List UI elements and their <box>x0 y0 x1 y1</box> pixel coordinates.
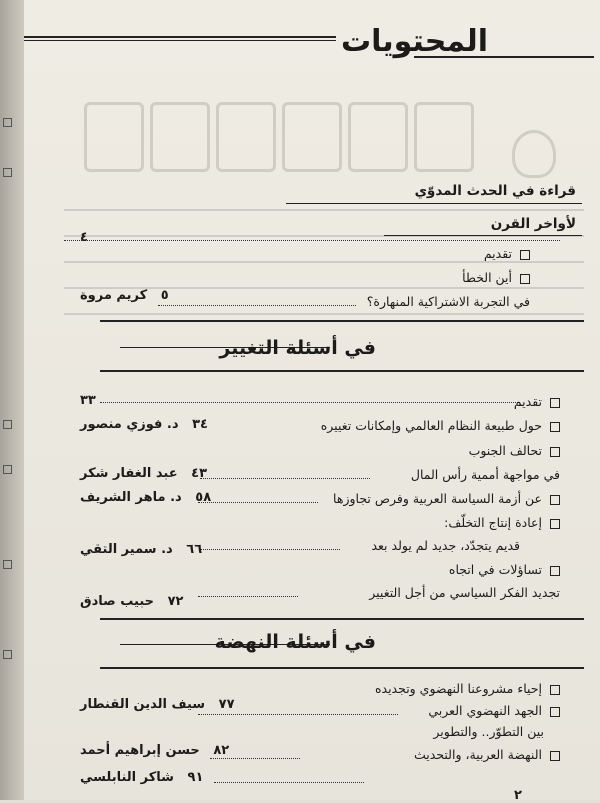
dot-leader <box>214 782 364 783</box>
dot-leader <box>64 240 560 241</box>
checkbox-icon <box>550 495 560 505</box>
section-title: في أسئلة التغيير <box>219 337 376 359</box>
page-number: ٣٣ <box>80 393 96 408</box>
page-number: ٤ <box>80 230 88 245</box>
checkbox-icon <box>550 398 560 408</box>
dot-leader <box>198 502 318 503</box>
toc-entry: أين الخطأ <box>462 270 530 286</box>
title-rule-left <box>24 36 336 38</box>
toc-entry: تجديد الفكر السياسي من أجل التغيير <box>369 585 560 600</box>
checkbox-icon <box>550 707 560 717</box>
section-heading-line2: لأواخر القرن <box>490 216 576 232</box>
toc-entry: عن أزمة السياسة العربية وفرص تجاوزها <box>333 491 560 507</box>
dot-leader <box>200 549 340 550</box>
binding-gutter <box>0 0 24 800</box>
section-title: في أسئلة النهضة <box>214 631 376 653</box>
faded-background-lines <box>64 185 584 339</box>
toc-entry: تساؤلات في اتجاه <box>449 562 560 578</box>
gutter-checkbox-icon <box>3 168 12 177</box>
gutter-checkbox-icon <box>3 560 12 569</box>
author-row: ٩١ شاكر النابلسي <box>80 770 204 785</box>
author-row: ٣٤ د. فوزي منصور <box>80 417 208 432</box>
checkbox-icon <box>550 519 560 529</box>
gutter-checkbox-icon <box>3 420 12 429</box>
section-rule <box>100 320 584 322</box>
toc-entry: في التجربة الاشتراكية المنهارة؟ <box>366 294 530 309</box>
checkbox-icon <box>550 685 560 695</box>
author-row: ٧٢ حبيب صادق <box>80 594 184 609</box>
folio: ٢ <box>514 788 522 803</box>
dot-leader <box>158 305 356 306</box>
title-rule-left-thin <box>24 40 336 41</box>
faded-magazine-logo <box>64 92 494 182</box>
gutter-checkbox-icon <box>3 650 12 659</box>
author-row: ٤٣ عبد الغفار شكر <box>80 466 208 481</box>
section-heading-line1: قراءة في الحدث المدوّي <box>414 183 576 199</box>
dot-leader <box>100 402 520 403</box>
dot-leader <box>198 714 398 715</box>
checkbox-icon <box>520 274 530 284</box>
checkbox-icon <box>550 447 560 457</box>
toc-entry: تحالف الجنوب <box>469 443 560 459</box>
section-rule <box>100 370 584 372</box>
heading-underline <box>384 235 582 236</box>
toc-entry: تقديم <box>514 394 560 410</box>
toc-entry: إحياء مشروعنا النهضوي وتجديده <box>375 681 560 697</box>
gutter-checkbox-icon <box>3 118 12 127</box>
toc-entry: تقديم <box>484 246 530 262</box>
author-row: ٧٧ سيف الدين القنطار <box>80 697 235 712</box>
toc-entry: الجهد النهضوي العربي <box>428 703 560 719</box>
heading-underline <box>286 203 582 204</box>
toc-entry: بين التطوّر.. والتطوير <box>433 724 544 739</box>
toc-entry: في مواجهة أممية رأس المال <box>410 467 560 482</box>
section-rule <box>100 618 584 620</box>
toc-entry: النهضة العربية، والتحديث <box>414 747 560 763</box>
dot-leader <box>200 478 370 479</box>
author-row: ٨٢ حسن إبراهيم أحمد <box>80 743 230 758</box>
checkbox-icon <box>550 566 560 576</box>
toc-entry: حول طبيعة النظام العالمي وإمكانات تغييره <box>321 418 560 434</box>
contents-page <box>24 0 600 803</box>
toc-entry: إعادة إنتاج التخلّف: <box>444 515 560 531</box>
author-row: ٥٨ د. ماهر الشريف <box>80 490 212 505</box>
checkbox-icon <box>550 422 560 432</box>
toc-entry: قديم يتجدّد، جديد لم يولد بعد <box>371 538 520 553</box>
gutter-checkbox-icon <box>3 465 12 474</box>
page-title: المحتويات <box>340 24 488 59</box>
checkbox-icon <box>520 250 530 260</box>
dot-leader <box>210 758 300 759</box>
section-rule <box>100 667 584 669</box>
checkbox-icon <box>550 751 560 761</box>
faded-emblem-icon <box>512 130 556 178</box>
dot-leader <box>198 596 298 597</box>
author-row: ٦٦ د. سمير التقي <box>80 542 203 557</box>
author-row: ٥ كريم مروة <box>80 288 169 303</box>
